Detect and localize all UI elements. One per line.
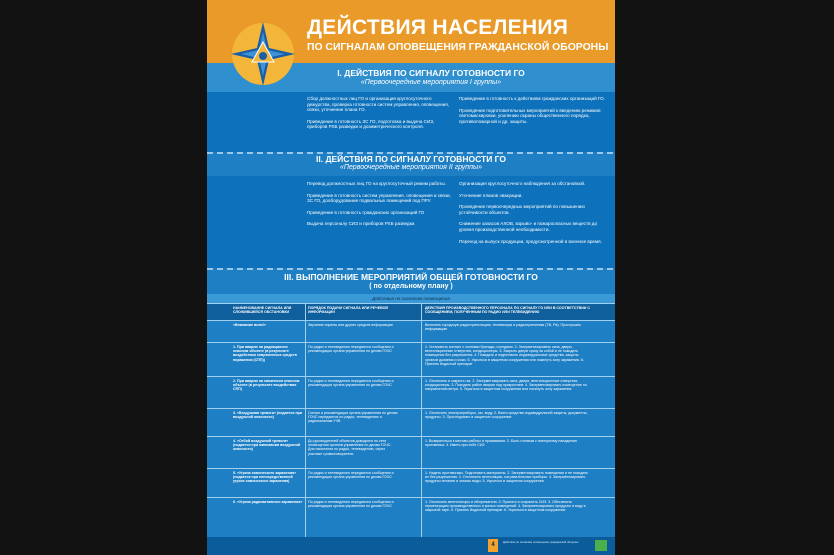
- order-cell: По радио и телевидению передаются сообщения и рекомендации органа управления по делам ГОЧС: [308, 379, 394, 388]
- signal-cell: 6. «Угроза радиоактивного заражения»: [233, 500, 303, 504]
- table-caption: Действия по сигналам оповещения: [372, 296, 450, 301]
- signal-cell: 2. При аварии на химически опасном объекте (в результате воздействия СПП): [233, 379, 300, 392]
- poster-header: [207, 0, 615, 104]
- section2-subtitle: «Первоочередные мероприятия II группы»: [339, 164, 483, 171]
- signal-cell: «Внимание всем!»: [233, 323, 266, 327]
- actions-cell: 1. Надеть противогазы. Подготовить материалы. 2. Загерметизировать помещения и не покидать их без разрешения. 3. Отключить вентиляцию, нагревательные приборы. 4. Загерметизировать продукты питания и запасы воды. 5. Укрыться в защитном сооружении: [425, 471, 589, 484]
- table-column-divider: [421, 303, 422, 537]
- table-row: [207, 436, 615, 469]
- section1-right-item: Приведение в готовность к действиям гражданских организаций ГО.: [459, 96, 606, 101]
- order-cell: По радио и телевидению передаются сообщения и рекомендации органа управления по делам ГОЧС: [308, 471, 394, 480]
- table-row: [207, 376, 615, 409]
- order-cell: По радио и телевидению передаются сообщения и рекомендации органа управления по делам ГОЧС: [308, 500, 394, 509]
- section3-subtitle: ( по отдельному плану ): [369, 283, 453, 290]
- order-cell: Сигнал и рекомендации органа управления по делам ГОЧС передаются по радио, телевидению и радиоканалам УЧВ: [308, 411, 398, 424]
- poster-subtitle: ПО СИГНАЛАМ ОПОВЕЩЕНИЯ ГРАЖДАНСКОЙ ОБОРОНЫ: [307, 42, 609, 53]
- section1-title: I. ДЕЙСТВИЯ ПО СИГНАЛУ ГОТОВНОСТИ ГО: [337, 68, 525, 78]
- section1-right-item: Проведение подготовительных мероприятий к введению режимов светомаскировки, усилению охраны общественного порядка, противопожарной и др. защиты.: [459, 107, 601, 124]
- order-cell: По радио и телевидению передаются сообщения и рекомендации органа управления по делам ГОЧС: [308, 345, 394, 354]
- section2-right-item: Снижение запасов АХОВ, взрыво- и пожароопасных веществ до уровня производственной необходимости.: [459, 221, 598, 232]
- order-cell: До руководителей объектов доводится по сети оповещения органов управления по делам ГОЧС. Для населения по радио, телевидению, через уличные громкоговорители: [308, 439, 392, 456]
- section1-right-column: [459, 96, 605, 130]
- table-header-cell: НАИМЕНОВАНИЕ СИГНАЛА ИЛИ СЛОЖИВШЕЙСЯ ОБСТАНОВКИ: [233, 306, 292, 315]
- section2-panel: [207, 176, 615, 268]
- order-cell: Звучание сирены или других средств информации: [308, 323, 393, 327]
- poster: [207, 0, 615, 555]
- table-row: [207, 497, 615, 538]
- section2-right-item: Переход на выпуск продукции, предусмотренной в военное время.: [459, 238, 602, 244]
- actions-cell: 1. Отключить электроприборы, газ, воду. 2. Взять средства индивидуальной защиты, документы, продукты. 3. Проследовать в защитное сооружение: [425, 411, 588, 420]
- section2-right-item: Проведение первоочередных мероприятий по повышению устойчивости объектов.: [459, 204, 585, 215]
- table-row: [207, 408, 615, 437]
- page-number: 4: [488, 539, 498, 552]
- section2-title: II. ДЕЙСТВИЯ ПО СИГНАЛУ ГОТОВНОСТИ ГО: [316, 154, 506, 164]
- actions-cell: 1. Отключить и закрыть газ. 2. Загерметизировать окна, двери, вентиляционные отверстия, кондиционеры. 3. Покидать район аварии под прикрытием. 4. Загерметизировать помещение по направлению ветра. 5. Укрыться в защитном сооружении или покинуть зону заражения: [425, 379, 587, 392]
- signal-cell: 1. При аварии на радиационно опасном объекте (в результате воздействия современных средств поражения (СПП)): [233, 345, 297, 362]
- signal-cell: 5. «Угроза химического заражения» (подается при непосредственной угрозе химического заражения): [233, 471, 297, 484]
- actions-cell: Включить городскую радиотрансляцию, телевизоры и радиоприемники (ТВ, Ра). Прослушать информацию: [425, 323, 582, 332]
- table-column-divider: [305, 303, 306, 537]
- table-header-cell: ДЕЙСТВИЯ ПРОИЗВОДСТВЕННОГО ПЕРСОНАЛА ПО СИГНАЛУ ГО ИЛИ В СООТВЕТСТВИИ С СООБЩЕНИЕМ, ПОЛУЧЕННЫМ ПО РАДИО ИЛИ ТЕЛЕВИДЕНИЮ: [425, 306, 590, 315]
- publisher-logo-icon: [595, 540, 607, 551]
- section2-left-item: Перевод должностных лиц ГО на круглосуточный режим работы.: [307, 181, 447, 186]
- section2-left-column: [307, 181, 451, 233]
- section1-left-item: Приведение в готовность ЗС ГО, подготовка и выдача СИЗ, приборов РХБ разведки и дозиметрического контроля.: [307, 118, 435, 130]
- signal-cell: 4. «Отбой воздушной тревоги» (подается при миновании воздушной опасности): [233, 439, 301, 452]
- table-header-row: [207, 303, 615, 321]
- section3-title: III. ВЫПОЛНЕНИЕ МЕРОПРИЯТИЙ ОБЩЕЙ ГОТОВНОСТИ ГО: [284, 272, 538, 282]
- actions-cell: 1. Возвратиться к местам работы и проживания. 2. Быть готовым к повторному нападению противника. 3. Иметь при себе СИЗ: [425, 439, 578, 448]
- signal-cell: 3. «Воздушная тревога» (подается при воздушной опасности): [233, 411, 303, 420]
- table-header-cell: ПОРЯДОК ПОДАЧИ СИГНАЛА ИЛИ РЕЧЕВОЙ ИНФОРМАЦИИ: [308, 306, 388, 315]
- section1-subtitle: «Первоочередные мероприятия I группы»: [360, 79, 502, 86]
- section1-left-item: Сбор должностных лиц ГО и организация круглосуточного дежурства, проверка готовности систем управления, оповещения, связи, уточнение плана ГО.: [307, 96, 449, 113]
- poster-title: ДЕЙСТВИЯ НАСЕЛЕНИЯ: [307, 16, 569, 39]
- section2-left-item: Приведение в готовность систем управления, оповещения и связи, ЗС ГО, дооборудование подвальных помещений под ПРУ.: [307, 192, 451, 204]
- section2-left-item: Приведение в готовность гражданских организаций ГО: [307, 209, 425, 215]
- section2-right-item: Уточнение планов эвакуации.: [459, 192, 523, 198]
- table-row: [207, 320, 615, 343]
- section1-left-column: [307, 96, 451, 136]
- actions-cell: 1. Установить контакт с членами бригады, соседями. 2. Загерметизировать окна, двери, вентиляционные отверстия, кондиционеры. 3. Закрыть двери сразу за собой и не покидать помещения без разрешения. 4. Покидать и подготовить индивидуальные средства, защиты органов дыхания и кожи. 5. Укрыться в защитном сооружении или покинуть зону заражения. 6. Принять йодистый препарат: [425, 345, 584, 366]
- section2-left-item: Выдача персоналу СИЗ и приборов РХБ разведки.: [307, 221, 416, 227]
- actions-cell: 1. Отключить вентиляторы и обогреватели. 2. Принять и сохранить СИЗ. 3. Обеспечить герметизацию производственных и жилых помещений. 4. Загерметизировать продукты и воду в закрытой таре. 5. Принять йодистый препарат. 6. Укрыться в защитном сооружении: [425, 500, 586, 513]
- section2-right-column: [459, 181, 605, 250]
- section1-panel: [207, 92, 615, 152]
- table-row: [207, 342, 615, 377]
- table-row: [207, 468, 615, 498]
- footer-text: Действия по сигналам оповещения гражданской обороны: [503, 540, 579, 544]
- dotted-divider: [207, 268, 615, 270]
- section2-right-item: Организация круглосуточного наблюдения за обстановкой.: [459, 181, 586, 186]
